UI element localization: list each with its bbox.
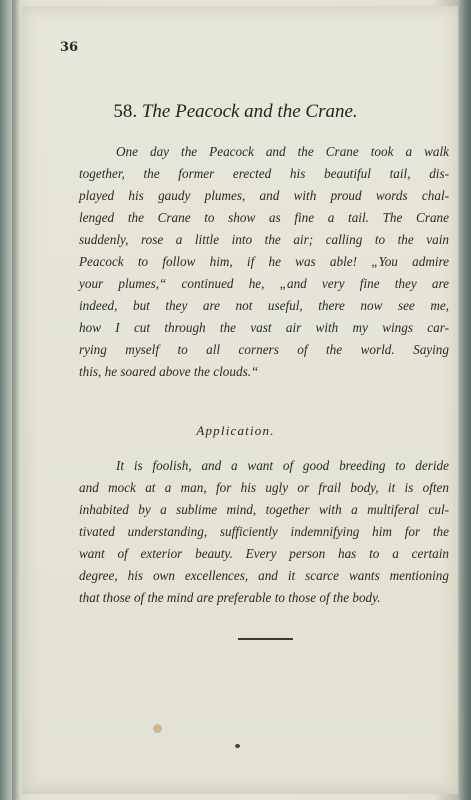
- fable-line: your plumes,“ continued he, „and very fine they are: [79, 276, 449, 291]
- fable-line: indeed, but they are not useful, there now see me,: [79, 298, 449, 313]
- application-heading: Application.: [196, 423, 275, 438]
- fable-line: suddenly, rose a little into the air; calling to the vain: [79, 232, 449, 247]
- fable-line: this, he soared above the clouds.“: [79, 364, 259, 379]
- page-sheet: [22, 6, 458, 794]
- application-line: degree, his own excellences, and it scarce wants mentioning: [79, 568, 449, 583]
- fable-line: rying myself to all corners of the world. Saying: [79, 342, 449, 357]
- page-number: 36: [60, 40, 79, 55]
- application-line: want of exterior beauty. Every person has to a certain: [79, 546, 449, 561]
- fable-line: lenged the Crane to show as fine a tail. The Crane: [79, 210, 449, 225]
- closing-rule: [238, 638, 293, 640]
- fable-line: how I cut through the vast air with my wings car-: [79, 320, 449, 335]
- application-line: inhabited by a sublime mind, together with a multiferal cul-: [79, 502, 449, 517]
- fable-number: 58.: [113, 101, 138, 122]
- ink-speck: [235, 744, 240, 748]
- fable-title: [0, 101, 471, 123]
- fable-line: played his gaudy plumes, and with proud words chal-: [79, 188, 449, 203]
- foxing-stain: [153, 724, 162, 733]
- fable-line: Peacock to follow him, if he was able! „You admire: [79, 254, 449, 269]
- application-text: [79, 455, 449, 609]
- fable-text: [79, 141, 449, 383]
- fable-line: together, the former erected his beautiful tail, dis-: [79, 166, 449, 181]
- application-line: that those of the mind are preferable to those of the body.: [79, 590, 381, 605]
- fable-line: One day the Peacock and the Crane took a walk: [116, 144, 449, 159]
- fable-title-text: The Peacock and the Crane.: [141, 101, 358, 122]
- application-line: and mock at a man, for his ugly or frail body, it is often: [79, 480, 449, 495]
- application-line: tivated understanding, sufficiently indemnifying him for the: [79, 524, 449, 539]
- application-line: It is foolish, and a want of good breeding to deride: [116, 458, 449, 473]
